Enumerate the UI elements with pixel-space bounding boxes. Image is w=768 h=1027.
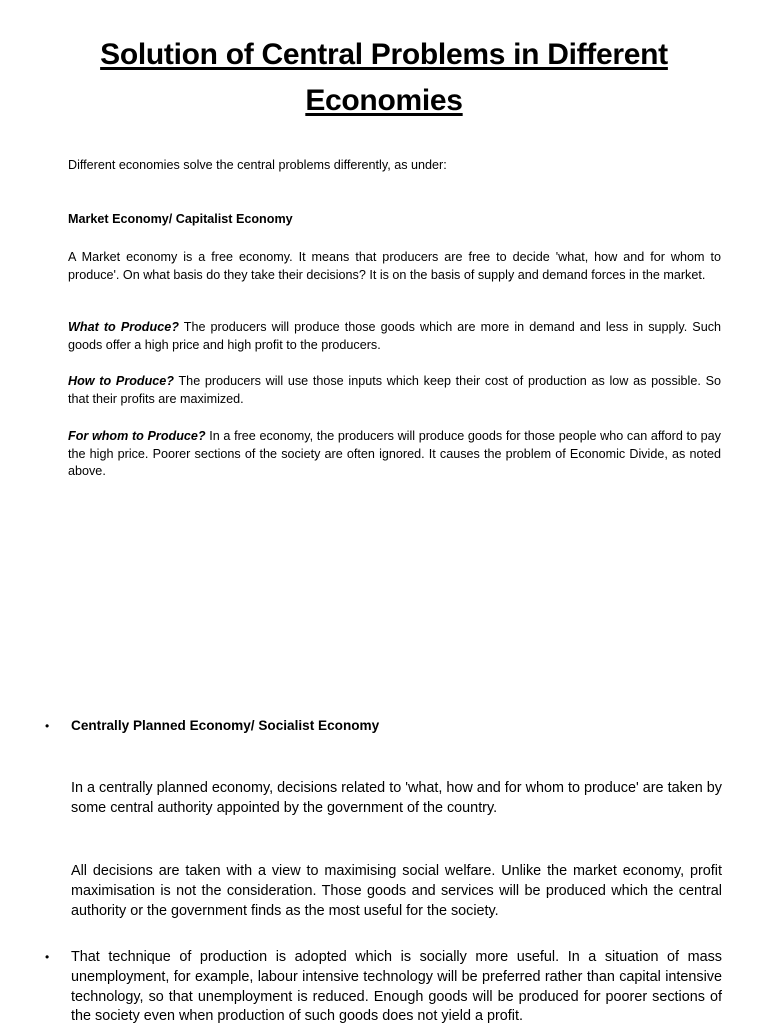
planned-economy-paragraph-3: That technique of production is adopted which is socially more useful. In a situation of mass unemployment, for example, labour intensive technology will be preferred rather than capital intensive technology, so that unemployment is reduced. Enough goods will be produced for poorer sections of the society even when production of such goods does not yield a profit. [71,949,722,1025]
for-whom-to-produce-paragraph [68,428,721,481]
planned-economy-paragraph-1: In a centrally planned economy, decisions related to 'what, how and for whom to produce' are taken by some central authority appointed by the government of the country. [71,780,722,816]
how-to-produce-text: The producers will use those inputs which keep their cost of production as low as possible. So that their profits are maximized. [68,374,721,406]
for-whom-to-produce-label: For whom to Produce? [68,429,206,443]
what-to-produce-paragraph [68,319,721,354]
market-economy-description: A Market economy is a free economy. It means that producers are free to decide 'what, how and for whom to produce'. On what basis do they take their decisions? It is on the basis of supply and demand forces in the market. [68,250,721,282]
market-economy-heading: Market Economy/ Capitalist Economy [68,212,293,226]
how-to-produce-label: How to Produce? [68,374,174,388]
for-whom-to-produce-text: In a free economy, the producers will produce goods for those people who can afford to pay the high price. Poorer sections of the society are often ignored. It causes the problem of Economic Divide, as noted above. [68,429,721,479]
planned-economy-paragraph-2: All decisions are taken with a view to maximising social welfare. Unlike the market economy, profit maximisation is not the consideration. Those goods and services will be produced which the central authority or the government finds as the most useful for the society. [71,863,722,919]
planned-economy-heading: Centrally Planned Economy/ Socialist Economy [71,718,380,733]
intro-paragraph: Different economies solve the central problems differently, as under: [68,158,447,172]
what-to-produce-text: The producers will produce those goods which are more in demand and less in supply. Such goods offer a high price and high profit to the producers. [68,320,721,352]
how-to-produce-paragraph [68,373,721,408]
bullet-icon: • [45,950,50,964]
what-to-produce-label: What to Produce? [68,320,179,334]
bullet-icon: • [45,719,50,733]
page-title: Solution of Central Problems in Different Economies [100,38,668,117]
